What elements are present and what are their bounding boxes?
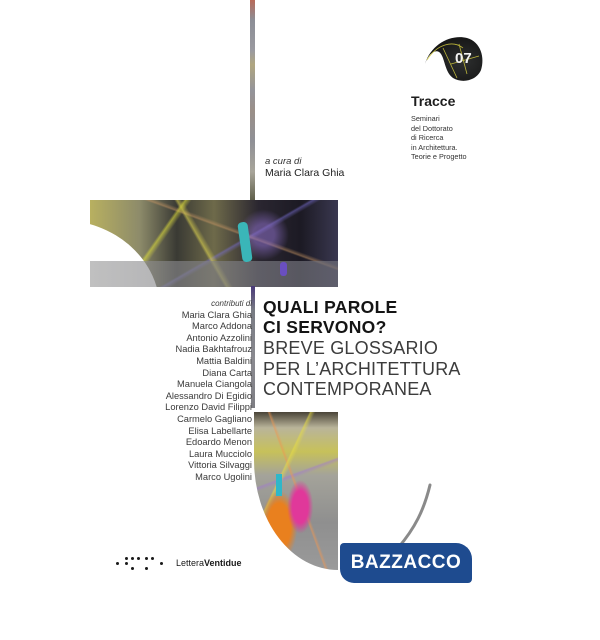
series-description [411, 114, 467, 162]
cover-image-crossbar [90, 200, 338, 287]
image-floor [90, 261, 338, 287]
series-description-line: Seminari [411, 114, 440, 123]
contributor: Antonio Azzolini [186, 332, 252, 343]
sponsor-name: BAZZACCO [350, 552, 462, 573]
series-badge-icon [423, 34, 485, 84]
series-description-line: di Ricerca [411, 133, 444, 143]
book-title-line: CI SERVONO? [263, 317, 387, 337]
book-subtitle-line: BREVE GLOSSARIO [263, 338, 439, 358]
publisher-logo [116, 556, 242, 570]
contributor: Maria Clara Ghia [181, 309, 252, 320]
series-description-line: Teorie e Progetto [411, 152, 467, 162]
contributor: Marco Addona [192, 321, 252, 332]
book-title [263, 297, 398, 337]
contributor: Marco Ugolini [195, 471, 252, 482]
series-number: 07 [455, 50, 472, 67]
letter-t-tail-arc [300, 380, 560, 640]
contributor: Carmelo Gagliano [177, 413, 252, 424]
image-figure-teal [276, 474, 282, 496]
contributor: Vittoria Silvaggi [188, 460, 252, 471]
book-subtitle [263, 338, 461, 400]
series-description-line: in Architettura. [411, 142, 458, 152]
publisher-name [176, 558, 242, 568]
contributor: Laura Mucciolo [188, 448, 252, 459]
contributor: Alessandro Di Egidio [165, 390, 252, 401]
series-description-line: del Dottorato [411, 123, 453, 133]
contributor: Lorenzo David Filippi [165, 402, 252, 413]
book-subtitle-line: CONTEMPORANEA [263, 379, 432, 399]
curator-label: a cura di [265, 156, 302, 167]
book-title-line: QUALI PAROLE [263, 297, 398, 317]
contributor: Nadia Bakhtafrouz [175, 344, 252, 355]
image-figure-teal [237, 221, 252, 262]
book-subtitle-line: PER L’ARCHITETTURA [263, 358, 461, 379]
contributor: Edoardo Menon [185, 437, 252, 448]
contributors-label: contributi di [211, 299, 252, 308]
sponsor-logo [340, 543, 472, 583]
contributor: Diana Carta [202, 367, 252, 378]
contributor: Mattia Baldini [196, 355, 252, 366]
publisher-name-bold: Ventidue [204, 558, 242, 568]
braille-dots-icon [116, 556, 174, 570]
image-figure-purple [280, 262, 287, 276]
letter-t-stem-top [250, 0, 255, 202]
contributor: Manuela Ciangola [177, 379, 252, 390]
contributor: Elisa Labellarte [188, 425, 252, 436]
contributors-list [165, 298, 252, 484]
curator-name: Maria Clara Ghia [265, 167, 345, 179]
series-title: Tracce [411, 93, 456, 109]
publisher-name-light: Lettera [176, 558, 205, 568]
